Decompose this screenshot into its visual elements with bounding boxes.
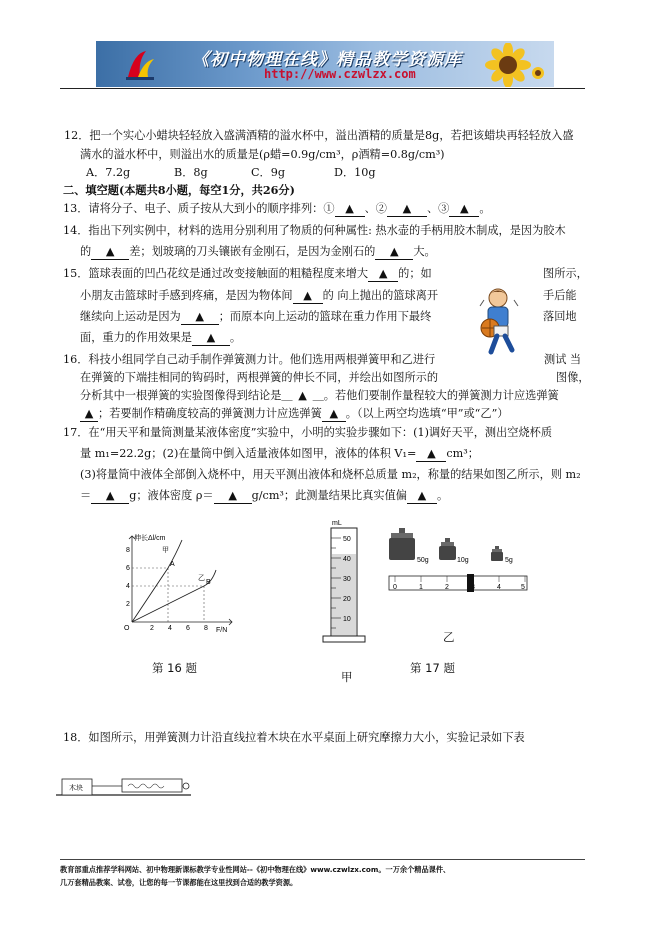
wood-block-label: 木块: [69, 785, 83, 792]
weight-5g-icon: [491, 552, 503, 561]
rider-slider: [467, 574, 474, 592]
q17-line1: 17．在“用天平和量筒测量某液体密度”实验中，小明的实验步骤如下：(1)调好天平，测出空烧杯质: [63, 426, 553, 439]
svg-text:40: 40: [343, 556, 351, 563]
weight-10g-icon: [439, 546, 456, 560]
q14-blank-2: ▲: [375, 245, 413, 260]
q17-line3: (3)将量筒中液体全部倒入烧杯中，用天平测出液体和烧杯总质量 m₂，称量的结果如图乙所示，则 m₂: [80, 468, 581, 481]
q17-blank-4: ▲: [407, 489, 437, 504]
x-axis-label: F/N: [216, 627, 228, 634]
point-a-label: A: [170, 561, 175, 568]
y-tick-8: 8: [126, 547, 130, 554]
label-yi: 乙: [198, 575, 205, 582]
q14-line2: 的 ▲ 差；划玻璃的刀头镶嵌有金刚石，是因为金刚石的 ▲ 大。: [80, 245, 436, 258]
banner-title: 《初中物理在线》精品教学资源库: [192, 50, 462, 70]
spring-dynamometer: [122, 779, 182, 792]
header-banner: [96, 41, 554, 87]
y-axis-label: 伸长Δl/cm: [134, 535, 166, 542]
q16-blank-2: ▲: [80, 407, 98, 422]
q12-line1: 12．把一个实心小蜡块轻轻放入盛满酒精的溢水杯中，溢出酒精的质量是8g，若把该蜡块再轻轻放入盛: [64, 129, 574, 142]
x-tick-8: 8: [204, 625, 208, 632]
label-jia: 甲: [162, 547, 169, 554]
svg-text:30: 30: [343, 576, 351, 583]
svg-text:0: 0: [393, 584, 397, 591]
q13-blank-3: ▲: [449, 202, 479, 217]
svg-text:2: 2: [445, 584, 449, 591]
q14-blank-1: ▲: [91, 245, 129, 260]
q14-line1: 14．指出下列实例中，材料的选用分别利用了物质的何种属性: 热水壶的手柄用胶木制成，是因为胶木: [63, 224, 566, 237]
spring-extension-graph: [112, 530, 238, 634]
q13-blank-2: ▲: [387, 202, 427, 217]
balance-weights-and-scale: [385, 524, 531, 606]
header-divider: [60, 88, 585, 89]
svg-text:50: 50: [343, 536, 351, 543]
liquid-fill: [332, 554, 356, 636]
weight-50g-label: 50g: [417, 557, 429, 564]
q17-blank-2: ▲: [91, 489, 129, 504]
q17-blank-3: ▲: [214, 489, 252, 504]
q16-line1: 16．科技小组同学自己动手制作弹簧测力计。他们选用两根弹簧甲和乙进行: [63, 353, 436, 366]
fig16-caption: 第 16 题: [152, 661, 197, 675]
q15-line4: 面，重力的作用效果是 ▲ 。: [80, 331, 242, 344]
footer-divider: [60, 859, 585, 860]
footer-line2: 几万套精品教案、试卷，让您的每一节课都能在这里找到合适的教学资源。: [60, 878, 298, 887]
q15-line2: 小朋友击篮球时手感到疼痛，是因为物体间 ▲ 的 向上抛出的篮球离开: [80, 289, 439, 302]
q17-line2: 量 m₁=22.2g；(2)在量筒中倒入适量液体如图甲，液体的体积 V₁= ▲ cm³；: [80, 447, 479, 460]
q12-option-a: A．7.2g: [86, 166, 131, 179]
svg-text:5: 5: [521, 584, 525, 591]
q15-line3: 继续向上运动是因为 ▲ ；而原本向上运动的篮球在重力作用下最终: [80, 310, 432, 323]
origin-label: O: [124, 625, 130, 632]
q16-line3: 分析其中一根弹簧的实验图像得到结论是＿ ▲ ＿。若他们要制作量程较大的弹簧测力计应选弹簧: [80, 389, 559, 402]
weight-5g-label: 5g: [505, 557, 513, 564]
graduated-cylinder: [315, 516, 370, 652]
balance-beam-scale: [389, 576, 527, 590]
q12-option-b: B．8g: [174, 166, 208, 179]
q17-line4: ＝ ▲ g；液体密度 ρ＝ ▲ g/cm³；此测量结果比真实值偏 ▲ 。: [80, 489, 449, 502]
fig17-yi-caption: 乙: [443, 630, 455, 644]
q13-blank-1: ▲: [335, 202, 365, 217]
q16-line2: 在弹簧的下端挂相同的钩码时，两根弹簧的伸长不同，并绘出如图所示的: [80, 371, 439, 384]
x-tick-6: 6: [186, 625, 190, 632]
svg-text:4: 4: [497, 584, 501, 591]
fig17-caption: 第 17 题: [410, 661, 455, 675]
x-tick-4: 4: [168, 625, 172, 632]
banner-url[interactable]: http://www.czwlzx.com: [264, 67, 416, 81]
q15-blank-3: ▲: [181, 310, 219, 325]
point-b-label: B: [206, 579, 211, 586]
y-tick-4: 4: [126, 583, 130, 590]
y-tick-6: 6: [126, 565, 130, 572]
weight-50g-icon: [389, 538, 415, 560]
q13-line: 13．请将分子、电子、质子按从大到小的顺序排列：① ▲ 、② ▲ 、③ ▲ 。: [63, 202, 491, 215]
weight-50g-knob: [399, 528, 405, 533]
q13-text: 13．请将分子、电子、质子按从大到小的顺序排列：①: [63, 202, 335, 215]
weight-10g-label: 10g: [457, 557, 469, 564]
q12-option-c: C．9g: [251, 166, 286, 179]
q17-blank-1: ▲: [416, 447, 446, 462]
q18-line1: 18．如图所示，用弹簧测力计沿直线拉着木块在水平桌面上研究摩擦力大小，实验记录如下表: [63, 731, 525, 744]
sunflower-icon: [468, 43, 548, 87]
friction-experiment-figure: [56, 765, 191, 799]
q12-line2: 满水的溢水杯中，则溢出水的质量是(ρ蜡=0.9g/cm³，ρ酒精=0.8g/cm³): [80, 148, 445, 161]
site-logo-icon: [124, 47, 156, 81]
svg-text:20: 20: [343, 596, 351, 603]
q16-line4: ▲ ；若要制作精确度较高的弹簧测力计应选弹簧 ▲ 。（以上两空均选填“甲”或“乙”）: [80, 407, 508, 422]
svg-text:10: 10: [343, 616, 351, 623]
y-tick-2: 2: [126, 601, 130, 608]
q15-blank-4: ▲: [192, 331, 230, 346]
q15-blank-1: ▲: [368, 267, 398, 282]
cylinder-unit: mL: [332, 520, 342, 527]
footer-line1: 教育部重点推荐学科网站、初中物理新课标教学专业性网站--《初中物理在线》www.czwlzx.com。一万余个精品课件、: [60, 865, 451, 874]
section-heading: 二、填空题(本题共8小题，每空1分，共26分): [63, 183, 295, 197]
q12-option-d: D．10g: [334, 166, 376, 179]
basketball-boy-illustration: [466, 286, 532, 356]
q15-blank-2: ▲: [293, 289, 323, 304]
q16-blank-1: ▲: [298, 389, 307, 402]
fig17-jia-caption: 甲: [341, 670, 353, 684]
q15-line1: 15．篮球表面的凹凸花纹是通过改变接触面的粗糙程度来增大 ▲ 的；如: [63, 267, 432, 280]
q16-blank-3: ▲: [322, 407, 346, 422]
svg-text:1: 1: [419, 584, 423, 591]
x-tick-2: 2: [150, 625, 154, 632]
